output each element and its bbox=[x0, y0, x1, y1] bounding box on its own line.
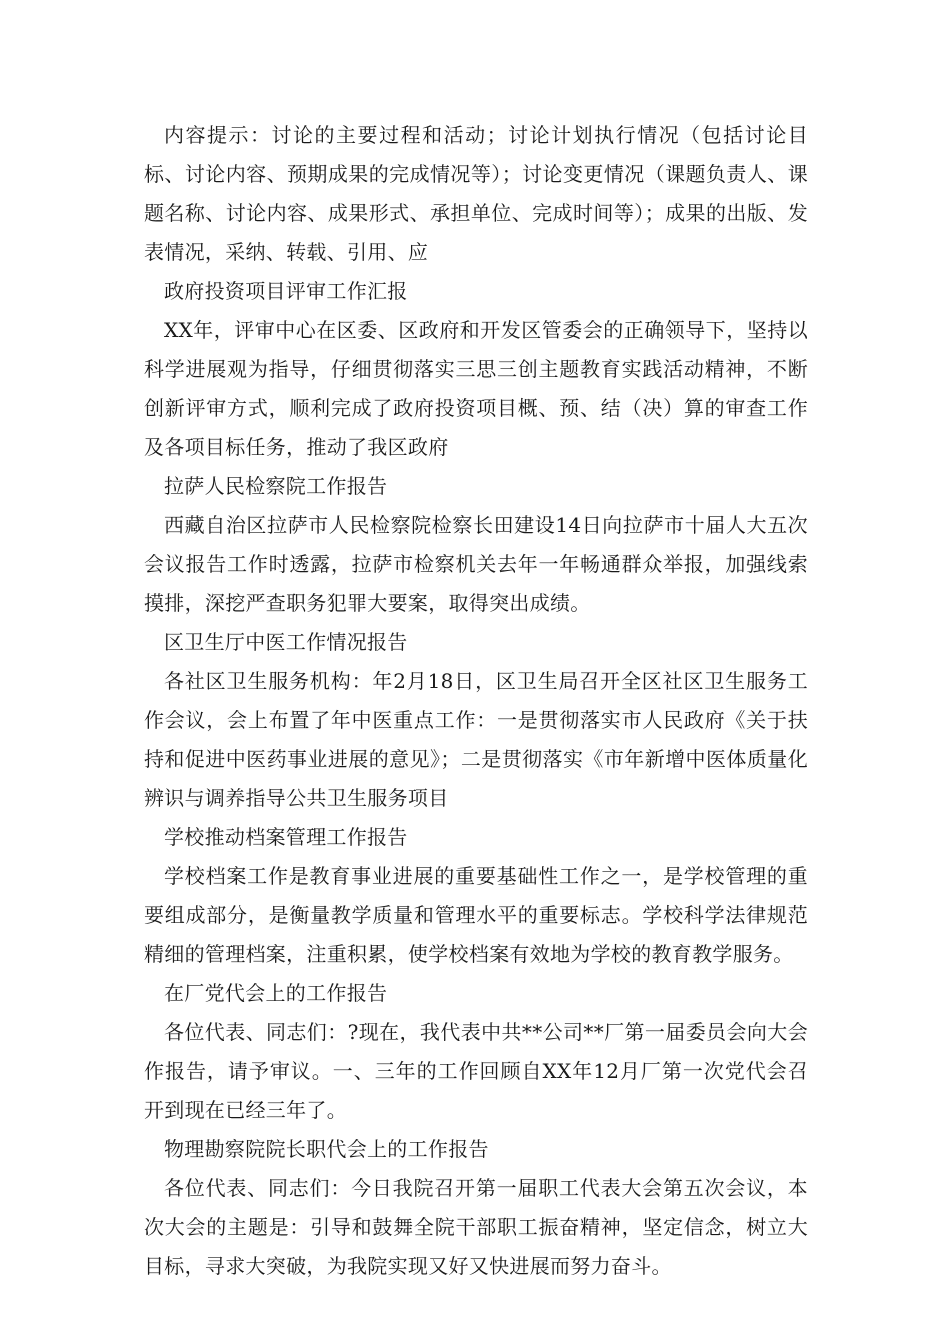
section-title: 政府投资项目评审工作汇报 bbox=[164, 279, 408, 303]
section-body: 各社区卫生服务机构：年2月18日，区卫生局召开全区社区卫生服务工作会议，会上布置了年中医重点工作：一是贯彻落实市人民政府《关于扶持和促进中医药事业进展的意见》；二是贯彻落实《市年新增中医体质量化辨识与调养指导公共卫生服务项目 bbox=[144, 669, 808, 810]
section-title: 物理勘察院院长职代会上的工作报告 bbox=[164, 1137, 489, 1161]
section-title: 区卫生厅中医工作情况报告 bbox=[164, 630, 408, 654]
section-body: XX年，评审中心在区委、区政府和开发区管委会的正确领导下，坚持以科学进展观为指导，仔细贯彻落实三思三创主题教育实践活动精神，不断创新评审方式，顺利完成了政府投资项目概、预、结（决）算的审查工作及各项目标任务，推动了我区政府 bbox=[144, 318, 808, 459]
section-body: 各位代表、同志们：?现在，我代表中共**公司**厂第一届委员会向大会作报告，请予审议。一、三年的工作回顾自XX年12月厂第一次党代会召开到现在已经三年了。 bbox=[144, 1020, 808, 1122]
intro-paragraph: 内容提示：讨论的主要过程和活动；讨论计划执行情况（包括讨论目标、讨论内容、预期成果的完成情况等）；讨论变更情况（课题负责人、课题名称、讨论内容、成果形式、承担单位、完成时间等）；成果的出版、发表情况，采纳、转载、引用、应 bbox=[144, 123, 808, 264]
section-title: 拉萨人民检察院工作报告 bbox=[164, 474, 388, 498]
section-title: 在厂党代会上的工作报告 bbox=[164, 981, 388, 1005]
document-content bbox=[144, 116, 808, 1286]
section-body: 各位代表、同志们：今日我院召开第一届职工代表大会第五次会议，本次大会的主题是：引导和鼓舞全院干部职工振奋精神，坚定信念，树立大目标，寻求大突破，为我院实现又好又快进展而努力奋斗。 bbox=[144, 1176, 808, 1278]
section-title: 学校推动档案管理工作报告 bbox=[164, 825, 408, 849]
section-body: 西藏自治区拉萨市人民检察院检察长田建设14日向拉萨市十届人大五次会议报告工作时透露，拉萨市检察机关去年一年畅通群众举报，加强线索摸排，深挖严查职务犯罪大要案，取得突出成绩。 bbox=[144, 513, 808, 615]
section-body: 学校档案工作是教育事业进展的重要基础性工作之一，是学校管理的重要组成部分，是衡量教学质量和管理水平的重要标志。学校科学法律规范精细的管理档案，注重积累，使学校档案有效地为学校的教育教学服务。 bbox=[144, 864, 808, 966]
